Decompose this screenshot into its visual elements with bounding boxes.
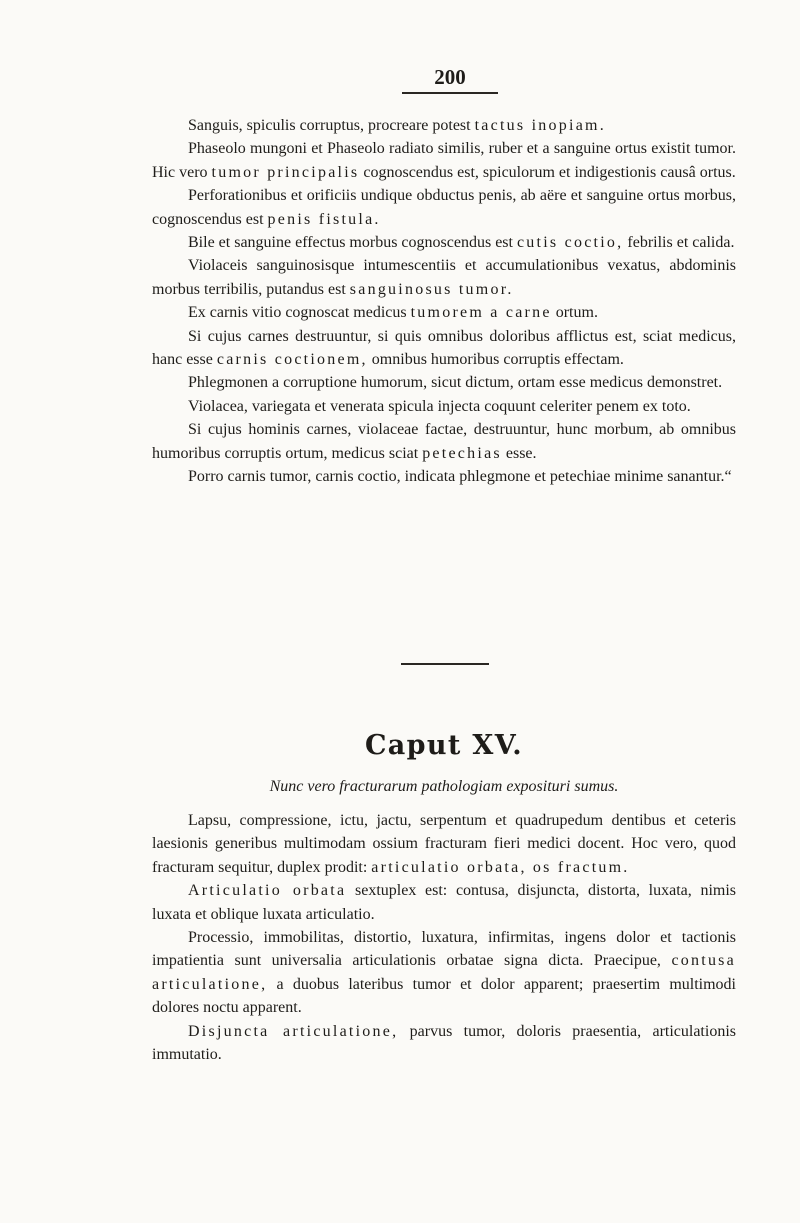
paragraph — [152, 395, 736, 418]
spaced-term: articulatio orbata, os fractum. — [371, 858, 630, 876]
spaced-term: tumor principalis — [211, 163, 360, 181]
text-run: a duobus lateribus tumor et dolor apparent; praesertim multimodi dolores noctu apparent. — [152, 975, 736, 1017]
text-run: cognoscendus est, spiculorum et indigestionis causâ ortus. — [359, 163, 736, 181]
chapter-heading: Caput XV. — [364, 730, 524, 761]
text-run: parvus tumor, doloris praesentia, articulationis immutatio. — [152, 1022, 736, 1064]
page-number-rule — [402, 92, 498, 94]
paragraph — [152, 184, 736, 231]
text-block-before — [152, 114, 736, 489]
text-run: ortum. — [551, 304, 598, 322]
text-run: Si cujus hominis carnes, violaceae factae, destruuntur, hunc morbum, ab omnibus humoribus corruptis ortum, medicus sciat — [152, 421, 736, 462]
text-run: Sanguis, spiculis corruptus, procreare potest — [188, 117, 475, 134]
text-run: Processio, immobilitas, distortio, luxatura, infirmitas, ingens dolor et tactionis impatientia sunt universalia articulationis orbatae signa dicta. Praecipue, — [152, 929, 736, 970]
spaced-term: sanguinosus tumor. — [349, 280, 514, 298]
spaced-term: Articulatio orbata — [188, 882, 347, 900]
spaced-term: Disjuncta articulatione, — [188, 1022, 399, 1040]
paragraph — [152, 325, 736, 372]
spaced-term: petechias — [422, 444, 502, 462]
spaced-term: carnis coctionem, — [216, 351, 368, 369]
text-run: Porro carnis tumor, carnis coctio, indicata phlegmone et petechiae minime sanantur.“ — [188, 468, 732, 486]
paragraph — [152, 114, 736, 137]
section-divider — [401, 663, 489, 665]
text-run: Lapsu, compressione, ictu, jactu, serpentum et quadrupedum dentibus et ceteris laesionis generibus multimodam ossium fracturam fieri medici docent. Hoc vero, quod fracturam sequitur, duplex prodit: — [152, 812, 736, 876]
text-run: sextuplex est: contusa, disjuncta, distorta, luxata, nimis luxata et oblique luxata articulatio. — [152, 882, 737, 923]
paragraph — [152, 301, 736, 324]
paragraph — [152, 137, 736, 184]
text-run: Phaseolo mungoni et Phaseolo radiato similis, ruber et a sanguine ortus existit tumor. Hic vero — [152, 140, 736, 181]
paragraph — [152, 465, 736, 488]
chapter-subtitle: Nunc vero fracturarum pathologiam exposituri sumus. — [269, 778, 619, 795]
spaced-term: penis fistula. — [267, 210, 381, 228]
text-run: Ex carnis vitio cognoscat medicus — [188, 304, 411, 322]
paragraph — [152, 879, 736, 926]
text-run: Si cujus carnes destruuntur, si quis omnibus doloribus afflictus est, sciat medicus, hanc esse — [152, 327, 736, 369]
paragraph — [152, 418, 736, 465]
paragraph — [152, 254, 736, 301]
spaced-term: tactus inopiam. — [474, 117, 606, 134]
text-run: esse. — [501, 444, 537, 462]
text-run: Violacea, variegata et venerata spicula injecta coquunt celeriter penem ex toto. — [188, 397, 691, 415]
paragraph — [152, 231, 736, 254]
text-run: Phlegmonen a corruptione humorum, sicut dictum, ortam esse medicus demonstret. — [188, 374, 723, 392]
text-run: Violaceis sanguinosisque intumescentiis et accumulationibus vexatus, abdominis morbus terribilis, putandus est — [152, 257, 736, 298]
paragraph — [152, 809, 736, 879]
text-run: Perforationibus et orificiis undique obductus penis, ab aëre et sanguine ortus morbus, cognoscendus est — [152, 187, 736, 228]
page-number: 200 — [434, 65, 466, 89]
text-run: omnibus humoribus corruptis effectam. — [367, 351, 624, 369]
spaced-term: cutis coctio, — [516, 234, 624, 252]
paragraph — [152, 371, 736, 394]
spaced-term: contusa articulatione, — [152, 952, 736, 993]
spaced-term: tumorem a carne — [410, 304, 552, 322]
text-block-after — [152, 809, 736, 1066]
paragraph — [152, 1020, 736, 1067]
text-run: Bile et sanguine effectus morbus cognoscendus est — [188, 234, 517, 252]
paragraph — [152, 926, 736, 1020]
text-run: febrilis et calida. — [623, 234, 735, 252]
